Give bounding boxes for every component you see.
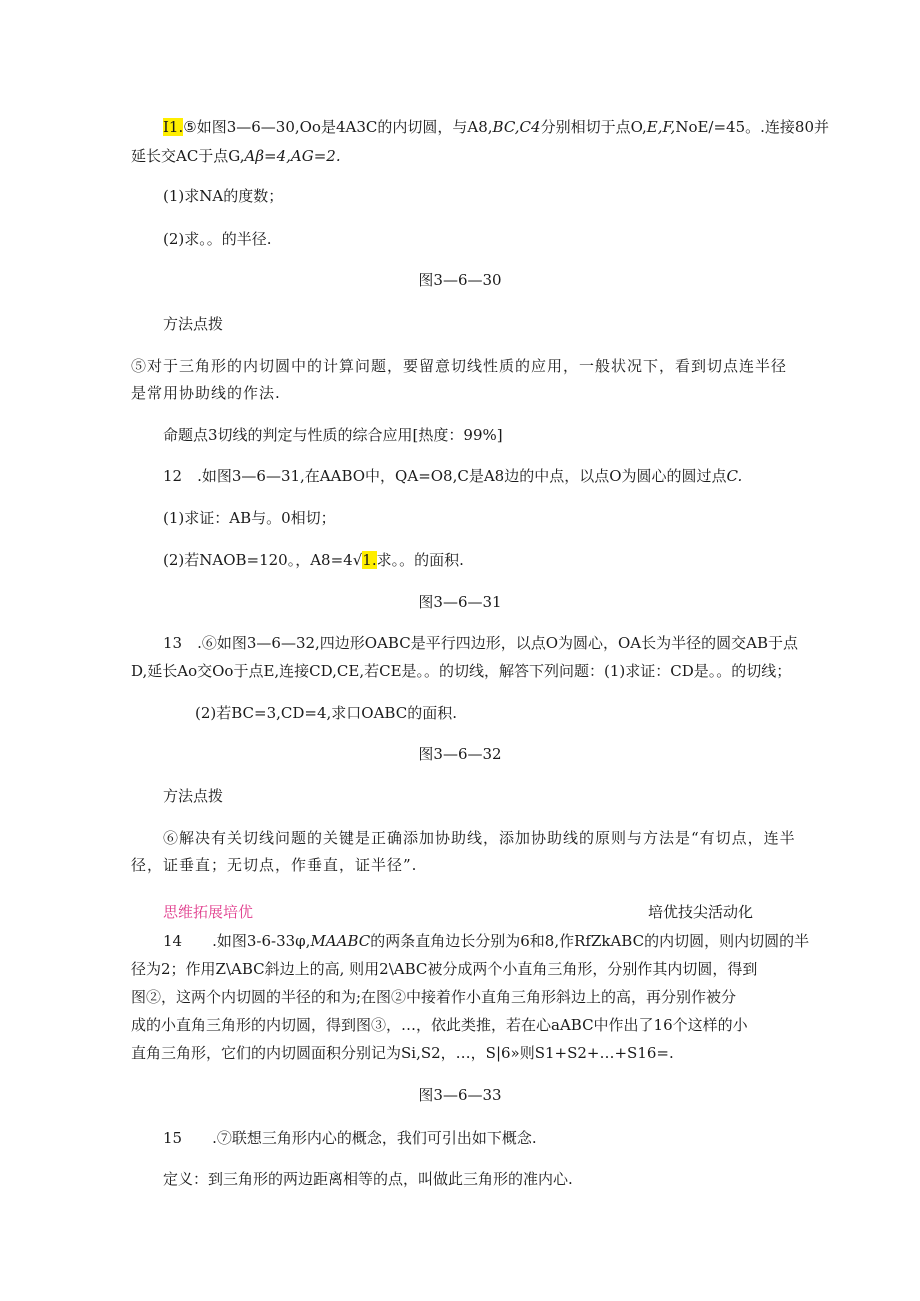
q11-text-a: ⑤如图3—6—30,Oo是4A3C的内切圆，与A8, xyxy=(183,118,493,136)
q11-text-it: BC,C4 xyxy=(492,118,541,136)
method2-line1: ⑥解决有关切线问题的关键是正确添加协助线，添加协助线的原则与方法是“有切点，连半 xyxy=(163,829,796,847)
method1-line1: ⑤对于三角形的内切圆中的计算问题，要留意切线性质的应用，一般状况下，看到切点连半径 xyxy=(131,357,788,375)
q13-line1: 13 .⑥如图3—6—32,四边形OABC是平行四边形，以点O为圆心，OA长为半径的圆交AB于点 xyxy=(163,634,798,652)
q12-sub2-highlight: 1. xyxy=(362,551,377,569)
q12-line1 xyxy=(163,466,742,486)
q14-line3: 图②，这两个内切圆的半径的和为;在图②中接着作小直角三角形斜边上的高，再分别作被分 xyxy=(131,988,737,1006)
q14-line4: 成的小直角三角形的内切圆，得到图③，…，依此类推，若在心aABC中作出了16个这样的小 xyxy=(131,1016,748,1034)
q14-figure-caption: 图3—6—33 xyxy=(418,1086,502,1104)
q12-line1-a: 12 .如图3—6—31,在AABO中，QA=O8,C是A8边的中点，以点O为圆心的圆过点 xyxy=(163,467,727,485)
method1-line2: 是常用协助线的作法. xyxy=(131,384,281,402)
q11-figure-caption: 图3—6—30 xyxy=(418,271,502,289)
q11-number-highlight: I1. xyxy=(163,118,184,136)
q14-line1-b: 的两条直角边长分别为6和8,作RfZkABC的内切圆，则内切圆的半 xyxy=(370,932,810,950)
q14-line1-a: 14 .如图3-6-33φ, xyxy=(163,932,311,950)
q11-sub2: (2)求。。的半径. xyxy=(163,230,272,248)
method2-line2: 径，证垂直；无切点，作垂直，证半径”. xyxy=(131,856,418,874)
q12-figure-caption: 图3—6—31 xyxy=(418,593,502,611)
q14-line2: 径为2；作用Z\ABC斜边上的高, 则用2\ABC被分成两个小直角三角形，分别作其内切圆，得到 xyxy=(131,960,758,978)
q11-line2-a: 延长交AC于点G, xyxy=(131,147,245,165)
q13-line3: (2)若BC=3,CD=4,求口OABC的面积. xyxy=(195,704,457,722)
q12-sub2-b: 求。。的面积. xyxy=(376,551,464,569)
q15-line2: 定义：到三角形的两边距离相等的点，叫做此三角形的准内心. xyxy=(163,1170,573,1188)
q13-figure-caption: 图3—6—32 xyxy=(418,745,502,763)
q15-line1: 15 .⑦联想三角形内心的概念，我们可引出如下概念. xyxy=(163,1129,537,1147)
q11-sub1: (1)求NA的度数； xyxy=(163,187,284,205)
topic3-heading: 命题点3切线的判定与性质的综合应用[热度：99%] xyxy=(163,426,503,444)
q12-sub2-a: (2)若NAOB=120。，A8=4√ xyxy=(163,551,363,569)
section-title-right: 培优技尖活动化 xyxy=(648,903,754,921)
q11-text-it2: E,F, xyxy=(646,118,676,136)
q11-text-b: 分别相切于点O, xyxy=(540,118,647,136)
q14-line5: 直角三角形，它们的内切圆面积分别记为Si,S2，…，S|6»则S1+S2+…+S16=. xyxy=(131,1044,674,1062)
q13-line2: D,延长Ao交Oo于点E,连接CD,CE,若CE是。。的切线，解答下列问题：(1)求证：CD是。。的切线； xyxy=(131,662,792,680)
q12-sub2 xyxy=(163,550,464,570)
q11-line1 xyxy=(163,117,829,137)
method1-title: 方法点拨 xyxy=(163,315,224,333)
q12-sub1: (1)求证：AB与。0相切； xyxy=(163,509,336,527)
q14-line1-it: MAABC xyxy=(310,932,371,950)
section-title-left: 思维拓展培优 xyxy=(163,903,254,921)
q11-line2 xyxy=(131,146,341,166)
q11-line2-it: Aβ=4,AG=2. xyxy=(244,147,341,165)
q11-text-c: NoE/=45。.连接80并 xyxy=(675,118,829,136)
q12-line1-it: C. xyxy=(726,467,743,485)
q14-line1 xyxy=(163,931,809,951)
method2-title: 方法点拨 xyxy=(163,787,224,805)
